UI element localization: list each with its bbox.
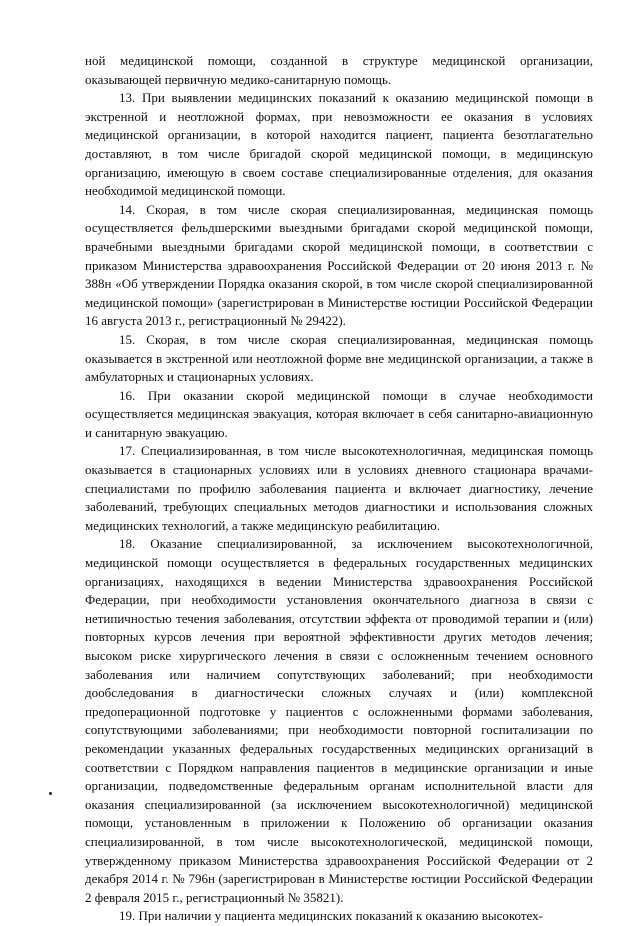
paragraph-18: 18. Оказание специализированной, за исключением высокотехнологичной, медицинской помощи осуществляется в федеральных государственных медицинских организациях, находящихся в ведении Министерства здравоохранения Российской Федерации, при необходимости установления окончательного диагноза в связи с нетипичностью течения заболевания, отсутствии эффекта от проводимой терапии и (или) повторных курсов лечения при вероятной эффективности других методов лечения; высоком риске хирургического лечения в связи с осложненным течением основного заболевания или наличием сопутствующих заболеваний; при необходимости дообследования в диагностически сложных случаях и (или) комплексной предоперационной подготовке у пациентов с осложненными формами заболевания, сопутствующими заболеваниями; при необходимости повторной госпитализации по рекомендации указанных федеральных государственных медицинских организаций в соответствии с Порядком направления пациентов в медицинские организации и иные организации, подведомственные федеральным органам исполнительной власти для оказания специализированной (за исключением высокотехнологичной) медицинской помощи, установленным в приложении к Положению об организации оказания специализированной, в том числе высокотехнологической, медицинской помощи, утвержденному приказом Министерства здравоохранения Российской Федерации от 2 декабря 2014 г. № 796н (зарегистрирован в Министерстве юстиции Российской Федерации 2 февраля 2015 г., регистрационный № 35821). [85,536,593,905]
paragraph-17: 17. Специализированная, в том числе высокотехнологичная, медицинская помощь оказывается в стационарных условиях или в условиях дневного стационара врачами-специалистами по профилю заболевания пациента и включает диагностику, лечение заболеваний, требующих специальных методов диагностики и использования сложных медицинских технологий, а также медицинскую реабилитацию. [85,443,593,533]
document-body [85,52,593,926]
paragraph-19: 19. При наличии у пациента медицинских показаний к оказанию высокотех- [119,908,543,924]
scan-dot-mark [49,792,52,795]
paragraph-14: 14. Скорая, в том числе скорая специализированная, медицинская помощь осуществляется фельдшерскими выездными бригадами скорой медицинской помощи, врачебными выездными бригадами скорой медицинской помощи, в соответствии с приказом Министерства здравоохранения Российской Федерации от 20 июня 2013 г. № 388н «Об утверждении Порядка оказания скорой, в том числе скорой специализированной медицинской помощи» (зарегистрирован в Министерстве юстиции Российской Федерации 16 августа 2013 г., регистрационный № 29422). [85,201,593,329]
paragraph-16: 16. При оказании скорой медицинской помощи в случае необходимости осуществляется медицинская эвакуация, которая включает в себя санитарно-авиационную и санитарную эвакуацию. [85,387,593,440]
paragraph-13: 13. При выявлении медицинских показаний к оказанию медицинской помощи в экстренной и неотложной формах, при невозможности ее оказания в условиях медицинской организации, в которой находится пациент, пациента безотлагательно доставляют, в том числе бригадой скорой медицинской помощи, в медицинскую организацию, имеющую в своем составе специализированные отделения, для оказания необходимой медицинской помощи. [85,90,593,199]
paragraph-continuation: ной медицинской помощи, созданной в структуре медицинской организации, оказывающей первичную медико-санитарную помощь. [85,53,593,87]
paragraph-15: 15. Скорая, в том числе скорая специализированная, медицинская помощь оказывается в экстренной или неотложной форме вне медицинской организации, а также в амбулаторных и стационарных условиях. [85,331,593,385]
